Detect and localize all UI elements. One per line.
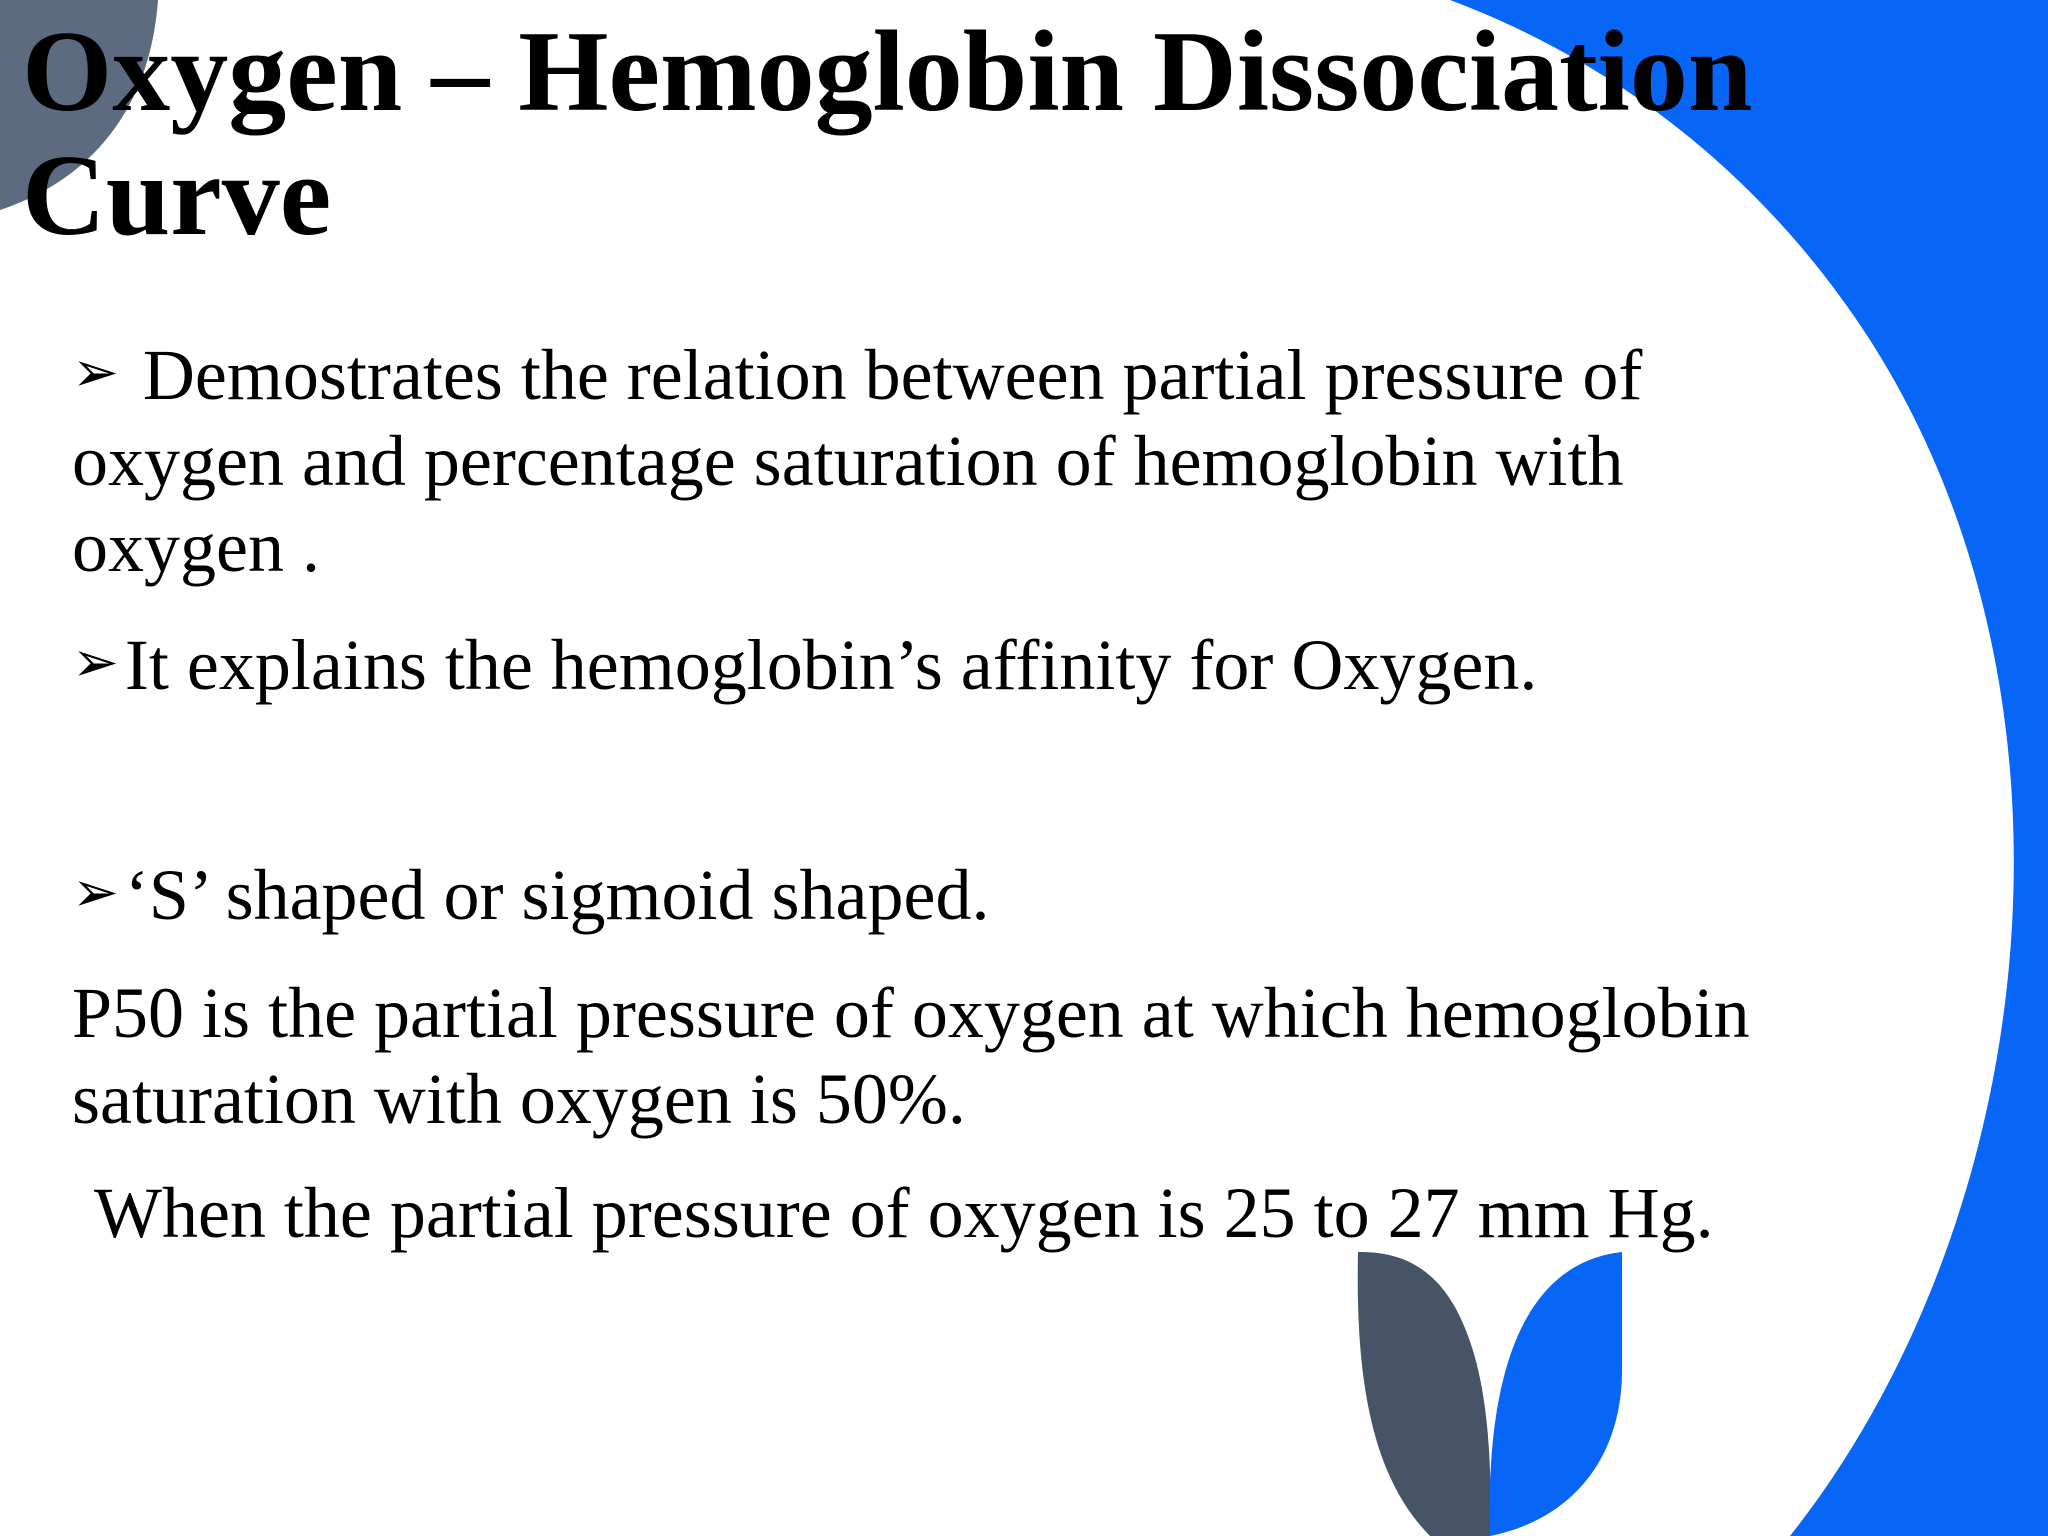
title-line-2: Curve <box>22 132 332 260</box>
slide-title <box>22 10 1922 258</box>
bullet-text-line: It explains the hemoglobin’s affinity for Oxygen. <box>124 625 1538 705</box>
arrow-bullet-icon: ➢ <box>72 630 119 695</box>
bullet-text-line: oxygen . <box>72 507 320 587</box>
blue-leaf-shape <box>1490 1252 1622 1536</box>
title-line-1: Oxygen – Hemoglobin Dissociation <box>22 8 1753 136</box>
bullet-text-line: ‘S’ shaped or sigmoid shaped. <box>124 855 990 935</box>
arrow-bullet-icon: ➢ <box>72 340 119 405</box>
arrow-bullet-icon: ➢ <box>72 860 119 925</box>
bullet-item-shape <box>72 850 989 938</box>
bullet-text-line: Demostrates the relation between partial pressure of <box>124 335 1643 415</box>
bullet-item-relation <box>72 330 1642 590</box>
p50-text-line: P50 is the partial pressure of oxygen at which hemoglobin <box>72 973 1750 1053</box>
pressure-text-line: When the partial pressure of oxygen is 25 to 27 mm Hg. <box>94 1173 1714 1253</box>
pressure-statement <box>94 1170 1714 1256</box>
p50-definition <box>72 970 1750 1142</box>
p50-text-line: saturation with oxygen is 50%. <box>72 1059 966 1139</box>
bullet-item-affinity <box>72 620 1537 708</box>
bullet-text-line: oxygen and percentage saturation of hemoglobin with <box>72 421 1624 501</box>
